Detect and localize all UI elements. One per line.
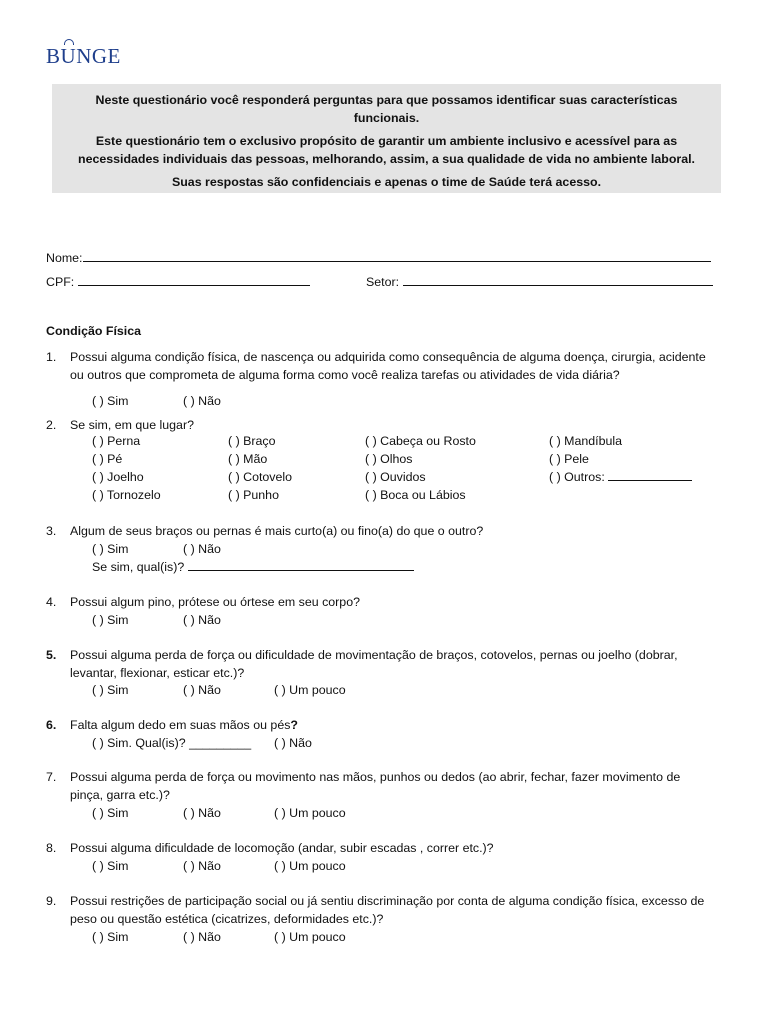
option-nao[interactable]: ( ) Não xyxy=(183,542,221,556)
question-number: 3. xyxy=(46,524,57,538)
option-um-pouco[interactable]: ( ) Um pouco xyxy=(274,930,346,944)
question-text: Possui alguma perda de força ou dificuldade de movimentação de braços, cotovelos, pernas ou joelho (dobrar, levantar, flexionar, esticar etc.)? xyxy=(70,648,678,680)
option-ouvidos[interactable]: ( ) Ouvidos xyxy=(365,470,426,484)
question-text: Possui alguma dificuldade de locomoção (andar, subir escadas , correr etc.)? xyxy=(70,841,494,855)
option-nao[interactable]: ( ) Não xyxy=(183,613,221,627)
option-sim[interactable]: ( ) Sim xyxy=(92,683,129,697)
question-8 xyxy=(46,839,716,857)
question-text: Algum de seus braços ou pernas é mais curto(a) ou fino(a) do que o outro? xyxy=(70,524,484,538)
question-number: 1. xyxy=(46,350,57,364)
followup-blank[interactable] xyxy=(188,558,414,571)
question-3-followup[interactable] xyxy=(92,558,414,574)
option-outros[interactable] xyxy=(549,468,692,486)
question-3 xyxy=(46,522,716,540)
setor-blank[interactable] xyxy=(403,273,713,286)
question-number: 9. xyxy=(46,894,57,908)
body-parts-grid xyxy=(92,432,712,504)
option-um-pouco[interactable]: ( ) Um pouco xyxy=(274,859,346,873)
question-text: Possui alguma condição física, de nascença ou adquirida como consequência de alguma doença, cirurgia, acidente ou outros que comprometa de alguma forma como você realiza tarefas ou atividades de vida diária? xyxy=(70,350,706,382)
question-number: 4. xyxy=(46,595,57,609)
option-tornozelo[interactable]: ( ) Tornozelo xyxy=(92,488,161,502)
option-sim[interactable]: ( ) Sim xyxy=(92,859,129,873)
option-sim[interactable]: ( ) Sim xyxy=(92,542,129,556)
question-text: Se sim, em que lugar? xyxy=(70,418,194,432)
option-sim[interactable]: ( ) Sim xyxy=(92,394,129,408)
option-nao[interactable]: ( ) Não xyxy=(183,930,221,944)
question-number: 6. xyxy=(46,718,57,732)
question-text: Possui alguma perda de força ou movimento nas mãos, punhos ou dedos (ao abrir, fechar, fazer movimento de pinça, garra etc.)? xyxy=(70,770,681,802)
option-pe[interactable]: ( ) Pé xyxy=(92,452,123,466)
question-number: 8. xyxy=(46,841,57,855)
question-text-main: Falta algum dedo em suas mãos ou pés xyxy=(70,718,291,732)
name-blank[interactable] xyxy=(83,249,711,262)
cpf-blank[interactable] xyxy=(78,273,310,286)
option-nao[interactable]: ( ) Não xyxy=(183,859,221,873)
outros-blank[interactable] xyxy=(608,468,692,481)
setor-field[interactable] xyxy=(366,273,713,289)
intro-box xyxy=(52,84,721,193)
option-sim-qual[interactable]: ( ) Sim. Qual(is)? _________ xyxy=(92,736,252,750)
option-nao[interactable]: ( ) Não xyxy=(183,394,221,408)
question-5 xyxy=(46,646,716,682)
option-um-pouco[interactable]: ( ) Um pouco xyxy=(274,683,346,697)
option-mandibula[interactable]: ( ) Mandíbula xyxy=(549,434,623,448)
name-label: Nome: xyxy=(46,251,83,265)
option-braco[interactable]: ( ) Braço xyxy=(228,434,276,448)
question-number: 5. xyxy=(46,648,57,662)
question-9 xyxy=(46,892,716,928)
option-boca-labios[interactable]: ( ) Boca ou Lábios xyxy=(365,488,466,502)
setor-label: Setor: xyxy=(366,275,400,289)
question-7 xyxy=(46,768,716,804)
option-perna[interactable]: ( ) Perna xyxy=(92,434,141,448)
question-text: Possui restrições de participação social ou já sentiu discriminação por conta de alguma condição física, excesso de peso ou questão estética (cicatrizes, deformidades etc.)? xyxy=(70,894,705,926)
question-number: 2. xyxy=(46,418,57,432)
question-text xyxy=(70,716,716,734)
option-sim[interactable]: ( ) Sim xyxy=(92,930,129,944)
question-number: 7. xyxy=(46,770,57,784)
question-1 xyxy=(46,348,716,384)
option-olhos[interactable]: ( ) Olhos xyxy=(365,452,413,466)
followup-label: Se sim, qual(is)? xyxy=(92,560,188,574)
option-um-pouco[interactable]: ( ) Um pouco xyxy=(274,806,346,820)
question-6 xyxy=(46,716,716,734)
option-nao[interactable]: ( ) Não xyxy=(274,736,312,750)
question-4 xyxy=(46,593,716,611)
section-title: Condição Física xyxy=(46,324,142,338)
option-outros-label: ( ) Outros: xyxy=(549,470,609,484)
option-punho[interactable]: ( ) Punho xyxy=(228,488,279,502)
name-field[interactable] xyxy=(46,249,711,265)
intro-paragraph-2: Este questionário tem o exclusivo propósito de garantir um ambiente inclusivo e acessível para as necessidades individuais das pessoas, melhorando, assim, a sua qualidade de vida no ambiente laboral. xyxy=(78,134,695,166)
question-mark: ? xyxy=(290,718,298,732)
option-pele[interactable]: ( ) Pele xyxy=(549,452,589,466)
option-joelho[interactable]: ( ) Joelho xyxy=(92,470,144,484)
bunge-logo: BUNGE xyxy=(46,44,121,68)
option-nao[interactable]: ( ) Não xyxy=(183,683,221,697)
cpf-field[interactable] xyxy=(46,273,310,289)
question-text: Possui algum pino, prótese ou órtese em seu corpo? xyxy=(70,595,360,609)
intro-paragraph-3: Suas respostas são confidenciais e apenas o time de Saúde terá acesso. xyxy=(171,175,602,189)
option-sim[interactable]: ( ) Sim xyxy=(92,806,129,820)
option-cotovelo[interactable]: ( ) Cotovelo xyxy=(228,470,293,484)
cpf-label: CPF: xyxy=(46,275,75,289)
option-cabeca-rosto[interactable]: ( ) Cabeça ou Rosto xyxy=(365,434,476,448)
option-nao[interactable]: ( ) Não xyxy=(183,806,221,820)
option-sim[interactable]: ( ) Sim xyxy=(92,613,129,627)
option-mao[interactable]: ( ) Mão xyxy=(228,452,268,466)
intro-paragraph-1: Neste questionário você responderá perguntas para que possamos identificar suas características funcionais. xyxy=(95,93,678,125)
